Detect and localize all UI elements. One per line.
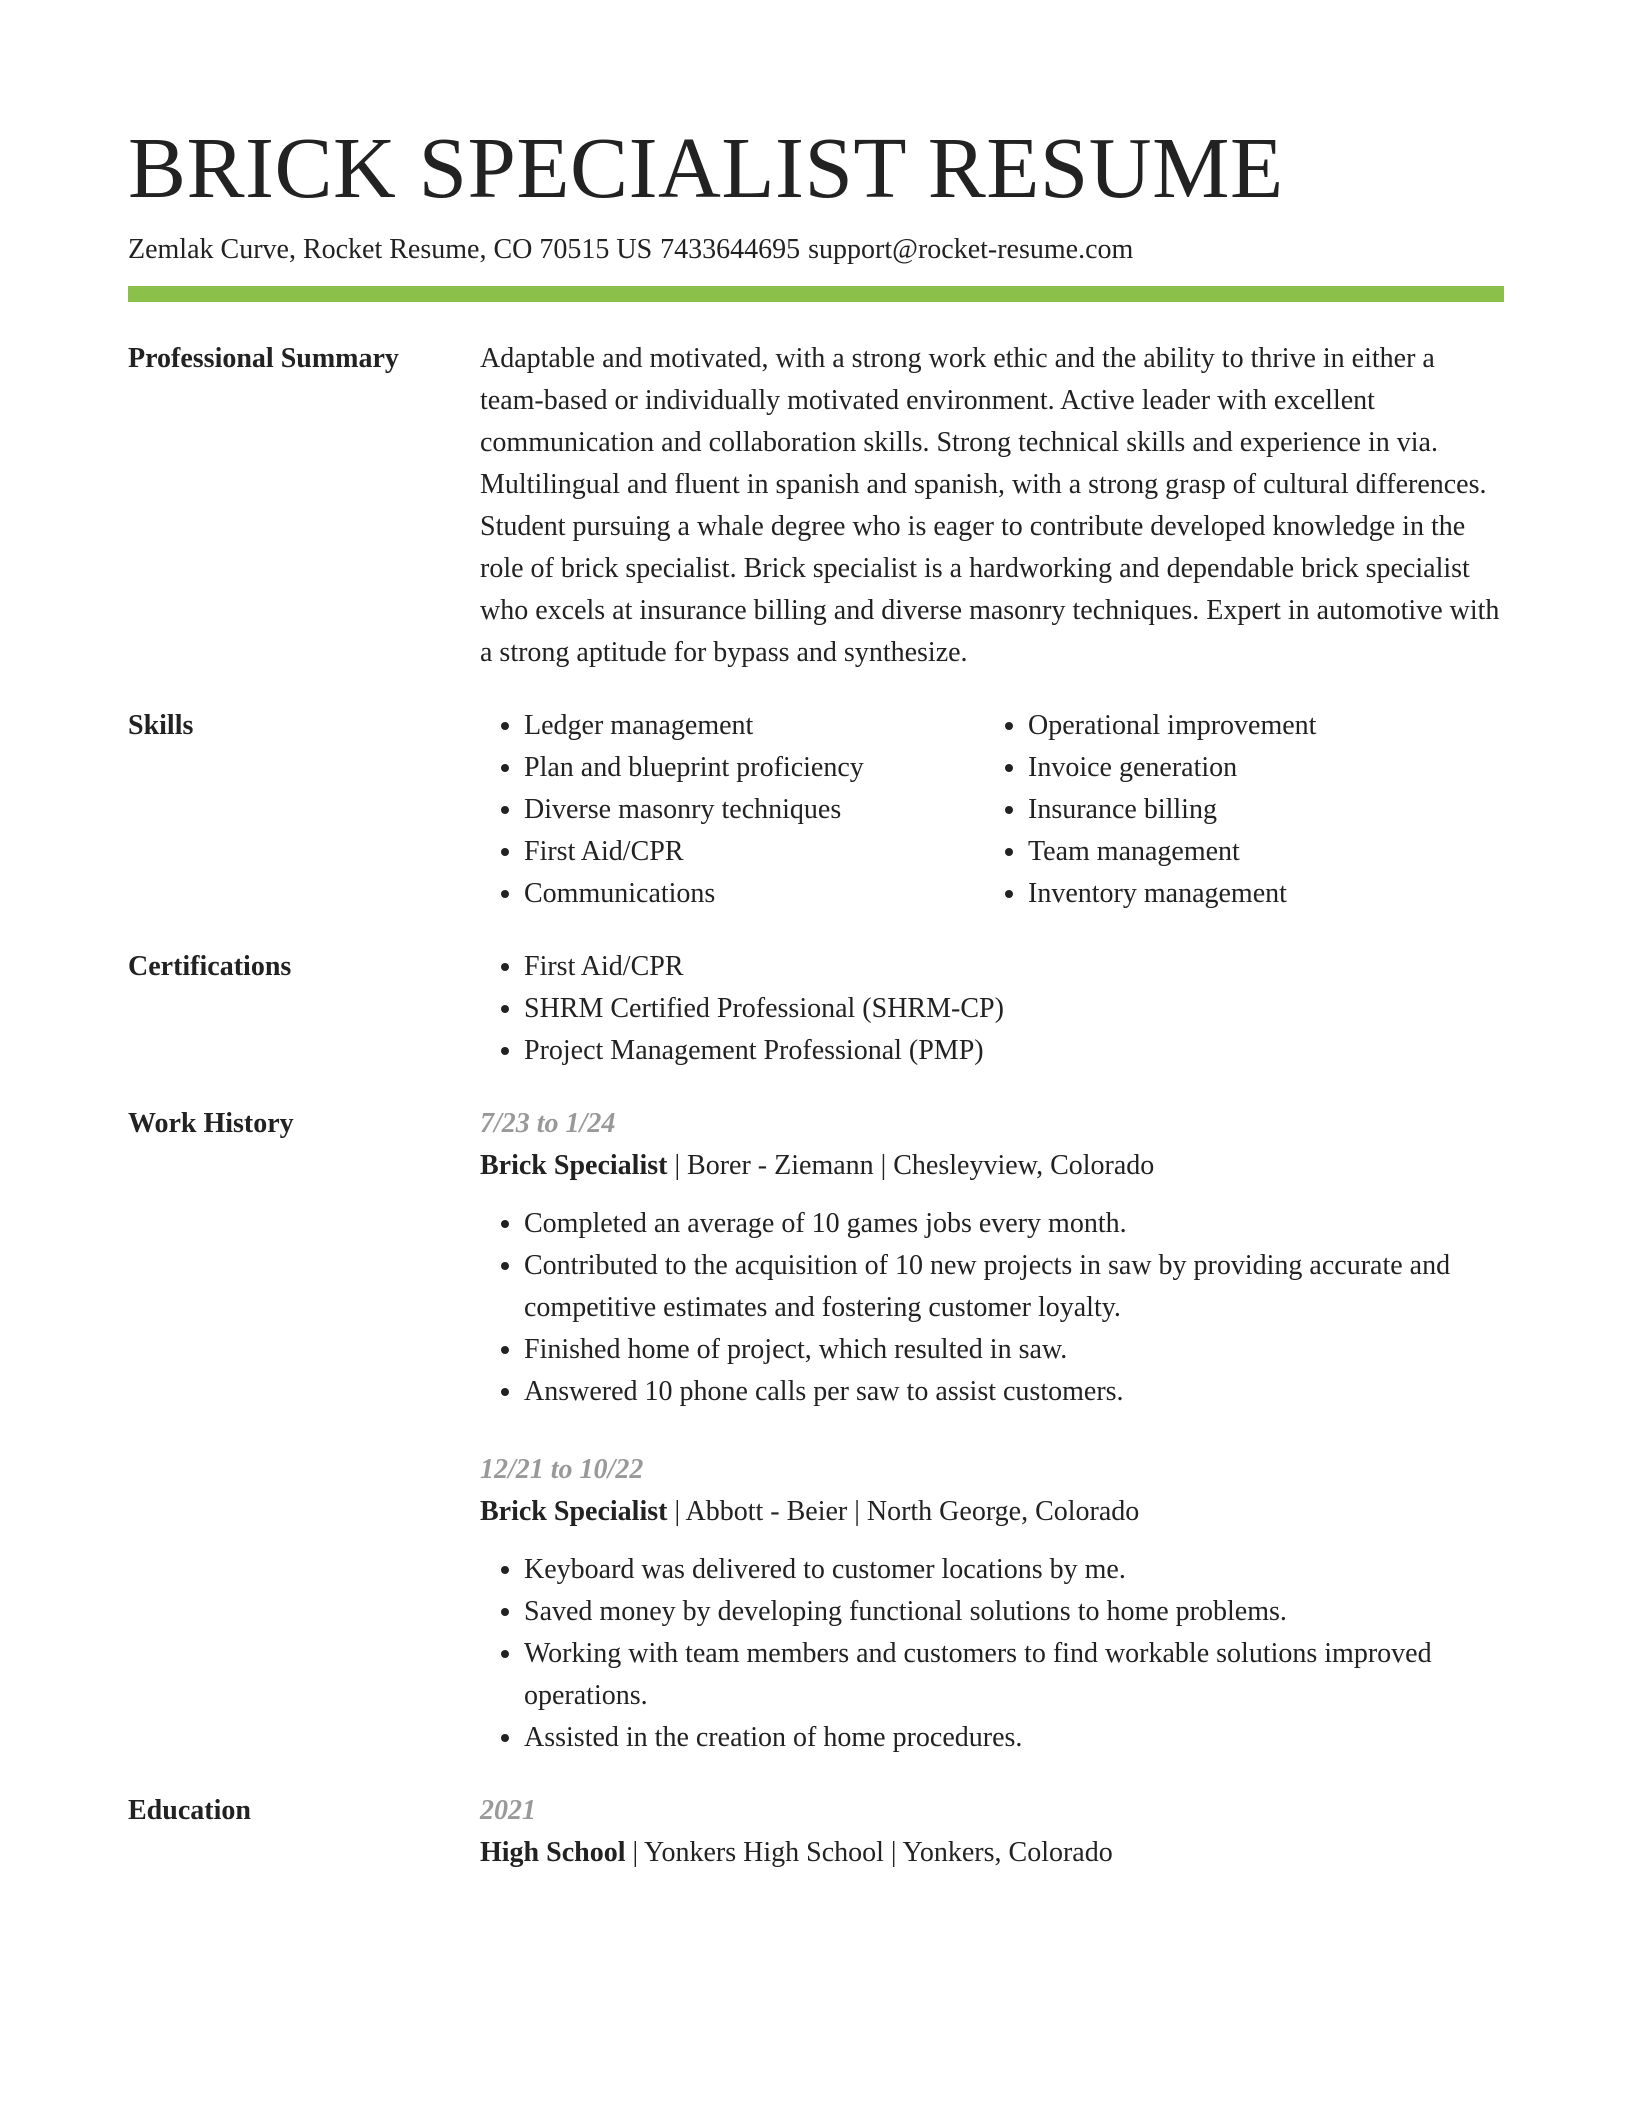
certifications-content (480, 946, 1504, 1072)
education-degree: High School (480, 1837, 626, 1868)
section-label-education: Education (128, 1795, 251, 1826)
job-bullet: • Saved money by developing functional solutions to home problems. (524, 1591, 1504, 1633)
certification-item: • SHRM Certified Professional (SHRM-CP) (524, 988, 1504, 1030)
summary-text: Adaptable and motivated, with a strong work ethic and the ability to thrive in either a team-based or individually motivated environment. Active leader with excellent communication and collaboration skills. Strong technical skills and experience in via. Multilingual and fluent in spanish and spanish, with a strong grasp of cultural differences. Student pursuing a whale degree who is eager to contribute developed knowledge in the role of brick specialist. Brick specialist is a hardworking and dependable brick specialist who excels at insurance billing and diverse masonry techniques. Expert in automotive with a strong aptitude for bypass and synthesize. (480, 343, 1500, 668)
job-bullet: • Keyboard was delivered to customer locations by me. (524, 1549, 1504, 1591)
contact-line (128, 232, 1504, 268)
work-history-section (128, 1103, 1504, 1759)
job-role-line (480, 1491, 1504, 1533)
summary-content (480, 338, 1504, 674)
skill-item: • Operational improvement (1028, 705, 1488, 747)
job-title: Brick Specialist (480, 1496, 668, 1527)
job-details: | Borer - Ziemann | Chesleyview, Colorado (667, 1150, 1155, 1181)
skills-list-left (480, 705, 984, 915)
skills-content (480, 705, 1504, 915)
section-label-certifications: Certifications (128, 951, 292, 982)
job-bullets (480, 1203, 1504, 1413)
certifications-section (128, 946, 1504, 1072)
contact-email: support@rocket-resume.com (808, 234, 1134, 265)
accent-divider (128, 286, 1504, 302)
job-bullets (480, 1549, 1504, 1759)
contact-address: Zemlak Curve, Rocket Resume, CO 70515 US (128, 234, 653, 265)
section-label-summary: Professional Summary (128, 343, 399, 374)
education-section (128, 1790, 1504, 1874)
certification-item: • Project Management Professional (PMP) (524, 1030, 1504, 1072)
skill-item: • Plan and blueprint proficiency (524, 747, 984, 789)
skills-list-right (984, 705, 1488, 915)
job-details: | Abbott - Beier | North George, Colorado (667, 1496, 1140, 1527)
work-history-content (480, 1103, 1504, 1759)
skill-item: • First Aid/CPR (524, 831, 984, 873)
skill-item: • Team management (1028, 831, 1488, 873)
job-bullet: • Working with team members and customers to find workable solutions improved operations. (524, 1633, 1504, 1717)
skill-item: • Invoice generation (1028, 747, 1488, 789)
job-date: 7/23 to 1/24 (480, 1108, 616, 1139)
summary-section (128, 338, 1504, 674)
skill-item: • Insurance billing (1028, 789, 1488, 831)
section-label-skills: Skills (128, 710, 194, 741)
job-entry (480, 1449, 1504, 1759)
job-bullet: • Contributed to the acquisition of 10 new projects in saw by providing accurate and competitive estimates and fostering customer loyalty. (524, 1245, 1504, 1329)
job-entry (480, 1103, 1504, 1413)
job-date: 12/21 to 10/22 (480, 1454, 644, 1485)
skills-section (128, 705, 1504, 915)
resume-title: BRICK SPECIALIST RESUME (128, 119, 1284, 216)
job-bullet: • Finished home of project, which resulted in saw. (524, 1329, 1504, 1371)
skill-item: • Communications (524, 873, 984, 915)
job-bullet: • Assisted in the creation of home procedures. (524, 1717, 1504, 1759)
job-title: Brick Specialist (480, 1150, 668, 1181)
job-role-line (480, 1145, 1504, 1187)
skill-item: • Diverse masonry techniques (524, 789, 984, 831)
contact-phone: 7433644695 (660, 234, 801, 265)
education-content (480, 1790, 1504, 1874)
certifications-list (480, 946, 1504, 1072)
section-label-work-history: Work History (128, 1108, 294, 1139)
skill-item: • Ledger management (524, 705, 984, 747)
education-line (480, 1832, 1504, 1874)
job-bullet: • Answered 10 phone calls per saw to assist customers. (524, 1371, 1504, 1413)
education-date: 2021 (480, 1795, 536, 1826)
certification-item: • First Aid/CPR (524, 946, 1504, 988)
job-bullet: • Completed an average of 10 games jobs every month. (524, 1203, 1504, 1245)
education-details: | Yonkers High School | Yonkers, Colorado (625, 1837, 1113, 1868)
skill-item: • Inventory management (1028, 873, 1488, 915)
